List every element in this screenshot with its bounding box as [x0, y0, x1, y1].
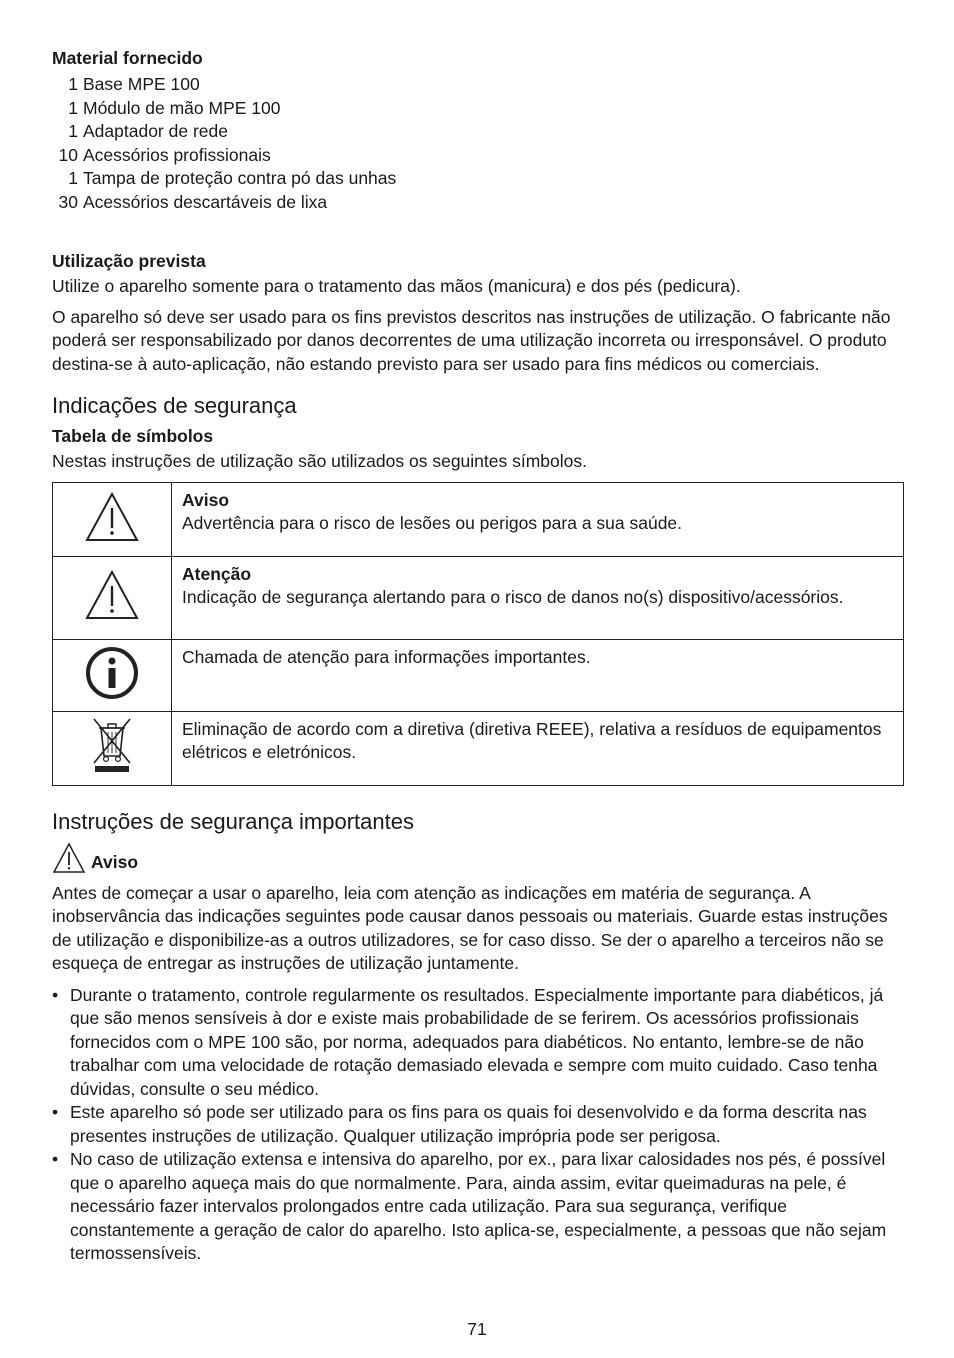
item-text: Adaptador de rede — [83, 121, 228, 141]
symbol-description — [172, 639, 904, 711]
list-item — [52, 191, 904, 215]
symbol-description — [172, 711, 904, 785]
symbol-text: Eliminação de acordo com a diretiva (diretiva REEE), relativa a resíduos de equipamentos elétricos e eletrónicos. — [182, 718, 882, 762]
symbol-description — [172, 482, 904, 556]
symbol-text: Indicação de segurança alertando para o risco de danos no(s) dispositivo/acessórios. — [182, 587, 844, 607]
safety-heading: Indicações de segurança — [52, 393, 297, 418]
symbol-table — [52, 482, 904, 786]
safety-bullet-list — [52, 984, 904, 1266]
important-heading: Instruções de segurança importantes — [52, 808, 414, 834]
item-text: Acessórios descartáveis de lixa — [83, 191, 328, 212]
list-item: • No caso de utilização extensa e intensiva do aparelho, por ex., para lixar calosidades nos pés, é possível que o aparelho aqueça mais do que normalmente. Para, ainda assim, evitar queimaduras na pele, é necessário fazer intervalos prolongados entre cada utilização. Para sua segurança, verifique constantemente a geração de calor do aparelho. Isto aplica-se, especialmente, a pessoas que não sejam termossensíveis. — [52, 1148, 904, 1266]
material-heading: Material fornecido — [52, 48, 203, 68]
item-qty: 10 — [58, 144, 78, 165]
warning-label: Aviso — [91, 851, 139, 872]
table-row — [53, 711, 904, 785]
symbol-title: Aviso — [182, 489, 230, 510]
list-item — [52, 120, 904, 144]
item-qty: 1 — [68, 74, 78, 94]
info-circle-icon — [85, 646, 139, 700]
symbol-table-intro: Nestas instruções de utilização são utilizados os seguintes símbolos. — [52, 451, 587, 471]
usage-heading: Utilização prevista — [52, 251, 206, 271]
page-number: 71 — [467, 1319, 487, 1339]
list-item: • Durante o tratamento, controle regularmente os resultados. Especialmente importante para diabéticos, já que são menos sensíveis à dor e existe mais probabilidade de se ferirem. Os acessórios profissionais fornecidos com o MPE 100 são, por norma, adequados para diabéticos. No entanto, lembre-se de não trabalhar com uma velocidade de rotação demasiado elevada e sempre com muito cuidado. Caso tenha dúvidas, consulte o seu médico. — [52, 984, 904, 1102]
caution-triangle-icon — [84, 569, 140, 621]
symbol-cell — [53, 556, 172, 639]
usage-paragraph-2: O aparelho só deve ser usado para os fins previstos descritos nas instruções de utilização. O fabricante não poderá ser responsabilizado por danos decorrentes de uma utilização incorreta ou irresponsável. O produto destina-se à auto-aplicação, não estando previsto para ser usado para fins médicos ou comerciais. — [52, 306, 891, 374]
item-qty: 30 — [58, 191, 78, 212]
material-list — [52, 73, 904, 214]
symbol-title: Atenção — [182, 563, 252, 584]
item-qty: 1 — [68, 97, 78, 118]
table-row — [53, 639, 904, 711]
warning-label-row — [52, 842, 904, 874]
item-qty: 1 — [68, 168, 78, 188]
list-item — [52, 167, 904, 191]
symbol-cell — [53, 482, 172, 556]
item-text: Acessórios profissionais — [83, 144, 271, 165]
important-intro: Antes de começar a usar o aparelho, leia com atenção as indicações em matéria de segurança. A inobservância das indicações seguintes pode causar danos pessoais ou materiais. Guarde estas instruções de utilização e disponibilize-as a outros utilizadores, se for caso disso. Se der o aparelho a terceiros não se esqueça de entregar as instruções de utilização juntamente. — [52, 882, 888, 973]
warning-triangle-icon — [52, 842, 86, 874]
symbol-cell — [53, 711, 172, 785]
crossed-bin-icon — [89, 716, 135, 776]
item-text: Tampa de proteção contra pó das unhas — [83, 168, 397, 188]
item-text: Base MPE 100 — [83, 74, 200, 94]
symbol-text: Advertência para o risco de lesões ou perigos para a sua saúde. — [182, 513, 683, 533]
list-item — [52, 97, 904, 121]
document-page — [52, 46, 904, 1266]
table-row — [53, 482, 904, 556]
symbol-description — [172, 556, 904, 639]
table-row — [53, 556, 904, 639]
item-text: Módulo de mão MPE 100 — [83, 97, 281, 118]
symbol-text: Chamada de atenção para informações importantes. — [182, 646, 591, 667]
warning-triangle-icon — [84, 491, 140, 543]
symbol-table-heading: Tabela de símbolos — [52, 426, 214, 446]
item-qty: 1 — [68, 121, 78, 141]
list-item — [52, 144, 904, 168]
list-item: • Este aparelho só pode ser utilizado para os fins para os quais foi desenvolvido e da forma descrita nas presentes instruções de utilização. Qualquer utilização imprópria pode ser perigosa. — [52, 1101, 904, 1148]
usage-paragraph-1: Utilize o aparelho somente para o tratamento das mãos (manicura) e dos pés (pedicura). — [52, 276, 741, 296]
symbol-cell — [53, 639, 172, 711]
list-item — [52, 73, 904, 97]
